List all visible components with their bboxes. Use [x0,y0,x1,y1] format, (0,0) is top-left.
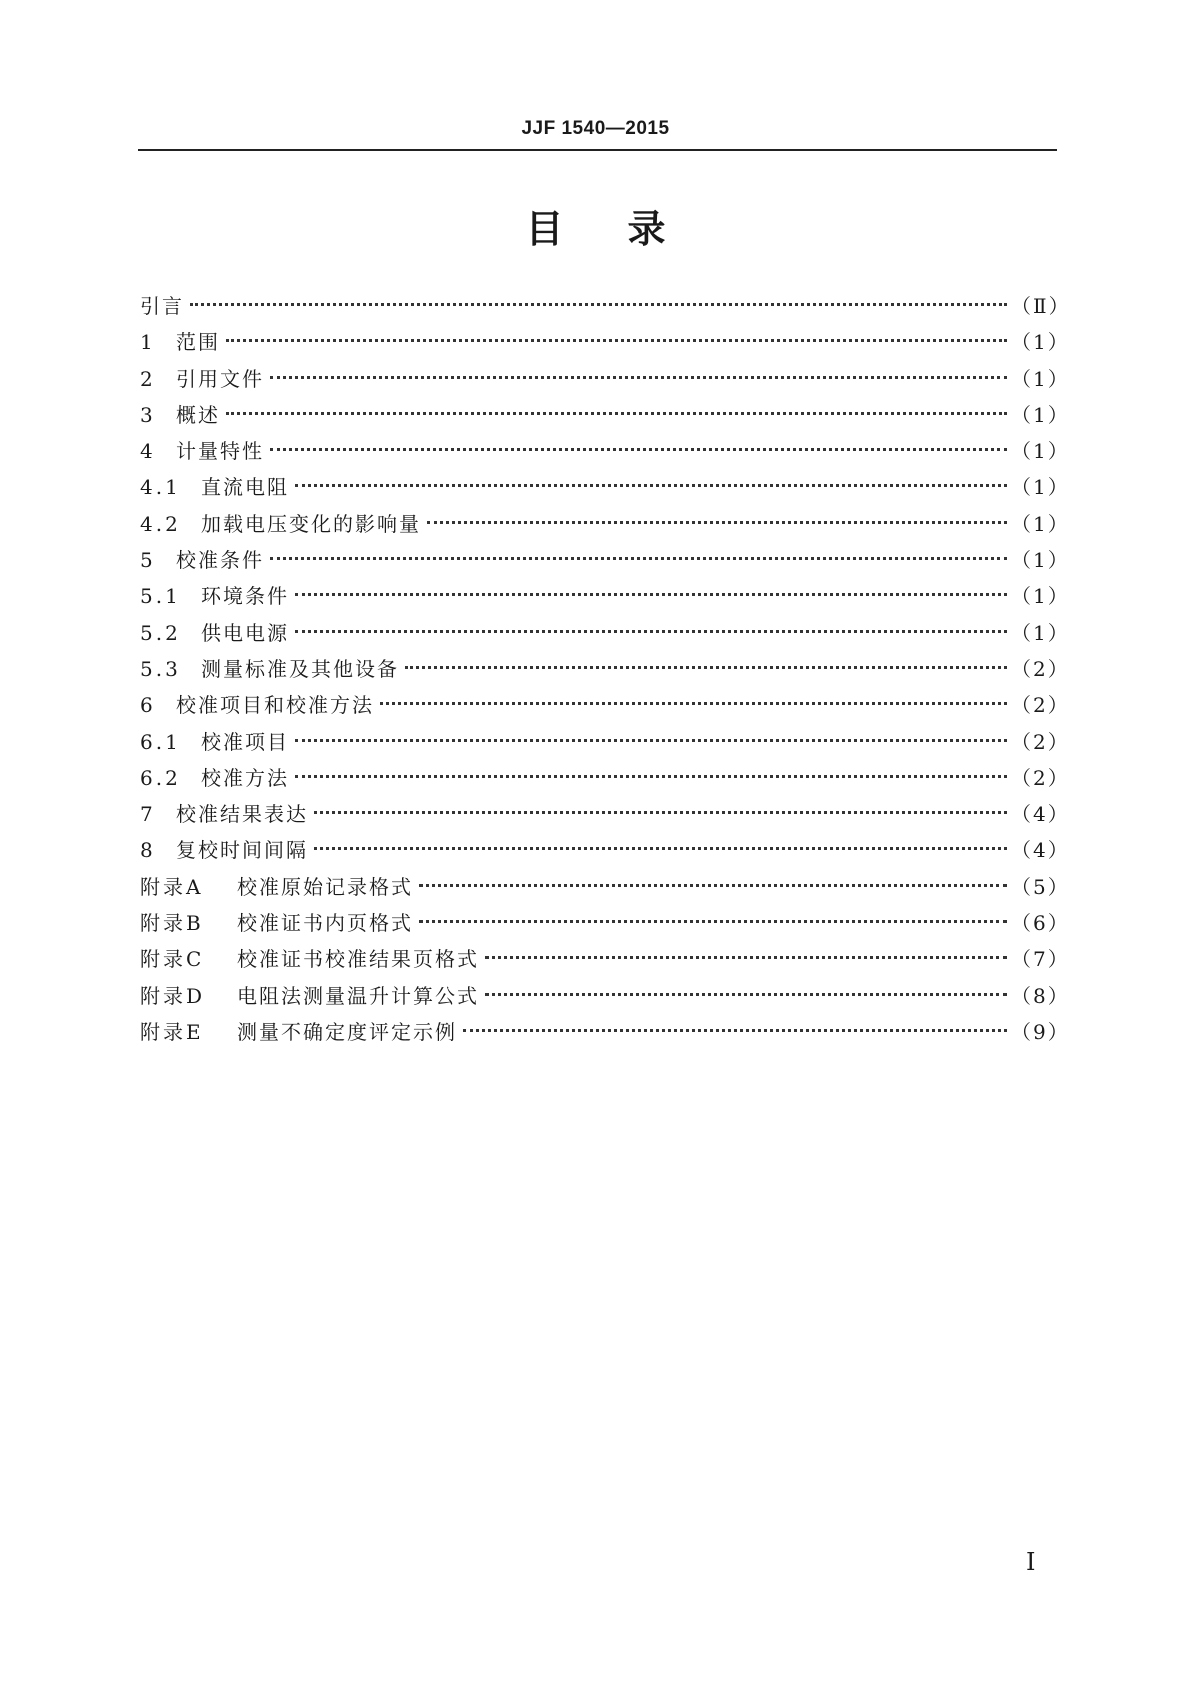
toc-entry-label: 引言 [140,294,184,318]
toc-entry-page: （9） [1011,1019,1070,1044]
dot-leader [295,775,1007,778]
toc-entry-label: 引用文件 [176,366,264,391]
toc-entry[interactable] [140,469,1070,505]
toc-entry[interactable] [140,905,1070,941]
toc-entry-number: 5.3 [140,656,181,681]
toc-entry-number: 4.2 [140,511,181,536]
dot-leader [226,412,1007,415]
dot-leader [314,847,1007,850]
toc-entry-label: 概述 [176,402,220,427]
toc-entry-number: 附录A [140,874,204,899]
toc-entry-number: 4 [140,439,156,464]
toc-entry-number: 4.1 [140,475,181,500]
toc-entry-number: 7 [140,802,156,827]
toc-entry-page: （1） [1011,402,1070,427]
toc-entry-number: 1 [140,330,156,355]
toc-entry-page: （4） [1011,802,1070,827]
toc-entry-label: 计量特性 [176,439,264,464]
toc-entry-label: 校准原始记录格式 [237,874,413,899]
page-number: Ⅰ [1026,1548,1036,1576]
toc-entry-label: 供电电源 [201,620,289,645]
toc-entry[interactable] [140,288,1071,324]
toc-entry-number: 6.1 [140,729,181,754]
toc-entry-page: （2） [1011,765,1070,790]
dot-leader [427,521,1007,524]
dot-leader [295,630,1007,633]
toc-entry-page: （2） [1011,729,1070,754]
dot-leader [295,484,1007,487]
toc-entry[interactable] [140,687,1070,723]
toc-entry-number: 附录C [140,947,205,972]
dot-leader [270,448,1007,451]
toc-entry[interactable] [140,542,1070,578]
toc-entry-label: 加载电压变化的影响量 [201,511,421,536]
toc-entry-label: 校准项目 [201,729,289,754]
toc-entry-page: （1） [1011,366,1070,391]
dot-leader [463,1029,1007,1032]
toc-entry-label: 测量不确定度评定示例 [237,1019,457,1044]
dot-leader [419,920,1007,923]
toc-entry-label: 校准证书内页格式 [237,911,413,936]
toc-entry-number: 6 [140,693,156,718]
toc-entry-label: 校准结果表达 [176,802,308,827]
toc-entry[interactable] [140,433,1070,469]
toc-entry-page: （1） [1011,330,1070,355]
toc-entry-label: 校准项目和校准方法 [176,693,374,718]
toc-entry-page: （6） [1011,911,1070,936]
toc-entry-page: （7） [1011,947,1070,972]
toc-list [140,288,1071,1050]
toc-entry-number: 5.1 [140,584,181,609]
toc-entry-page: （1） [1011,620,1070,645]
toc-entry[interactable] [140,978,1070,1014]
toc-entry-page: （2） [1011,693,1070,718]
toc-entry-number: 5.2 [140,620,181,645]
toc-entry-number: 附录B [140,911,204,936]
dot-leader [270,557,1007,560]
toc-entry-page: （2） [1011,656,1070,681]
dot-leader [190,303,1007,306]
toc-entry[interactable] [140,1014,1070,1050]
toc-entry-page: （5） [1011,874,1070,899]
toc-entry-page: （1） [1011,475,1070,500]
toc-entry-label: 范围 [176,330,220,355]
document-code: JJF 1540—2015 [521,118,670,139]
toc-entry[interactable] [140,869,1070,905]
dot-leader [485,956,1007,959]
toc-entry-page: （1） [1011,584,1070,609]
toc-entry-number: 3 [140,402,156,427]
header-rule [138,149,1057,151]
toc-entry-number: 附录E [140,1019,204,1044]
toc-entry-label: 测量标准及其他设备 [201,656,399,681]
toc-entry-page: （1） [1011,548,1070,573]
toc-entry[interactable] [140,724,1070,760]
dot-leader [295,593,1007,596]
dot-leader [485,993,1007,996]
toc-entry-label: 电阻法测量温升计算公式 [237,983,479,1008]
toc-entry-number: 2 [140,366,156,391]
toc-entry-label: 校准条件 [176,548,264,573]
toc-entry-page: （1） [1011,511,1070,536]
toc-entry[interactable] [140,361,1070,397]
toc-entry[interactable] [140,832,1070,868]
toc-entry[interactable] [140,941,1070,977]
dot-leader [270,376,1007,379]
dot-leader [226,339,1007,342]
dot-leader [405,666,1007,669]
toc-entry-label: 环境条件 [201,584,289,609]
toc-entry-number: 附录D [140,983,206,1008]
toc-entry-label: 直流电阻 [201,475,289,500]
toc-entry-page: （4） [1011,838,1070,863]
toc-entry[interactable] [140,760,1070,796]
dot-leader [295,739,1007,742]
toc-entry-page: （1） [1011,439,1070,464]
toc-entry-number: 5 [140,548,156,573]
toc-entry-page: （Ⅱ） [1011,294,1071,318]
toc-entry-label: 校准方法 [201,765,289,790]
toc-entry[interactable] [140,796,1070,832]
toc-entry[interactable] [140,615,1070,651]
toc-entry[interactable] [140,324,1070,360]
toc-entry[interactable] [140,506,1070,542]
toc-entry-label: 校准证书校准结果页格式 [237,947,479,972]
toc-title: 目录 [525,207,730,251]
dot-leader [314,811,1007,814]
toc-entry-number: 8 [140,838,156,863]
toc-entry-page: （8） [1011,983,1070,1008]
toc-entry[interactable] [140,651,1070,687]
toc-entry[interactable] [140,578,1070,614]
toc-entry-number: 6.2 [140,765,181,790]
toc-entry[interactable] [140,397,1070,433]
dot-leader [419,884,1007,887]
dot-leader [380,702,1007,705]
toc-entry-label: 复校时间间隔 [176,838,308,863]
